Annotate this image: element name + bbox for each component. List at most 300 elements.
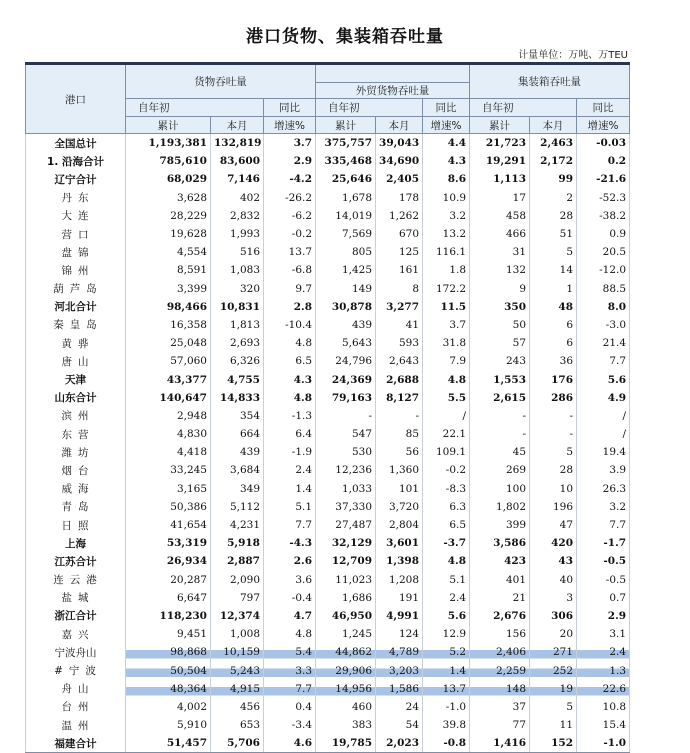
port-name-cell: 台州 [26, 698, 126, 716]
container-month-cell: 6 [530, 334, 577, 352]
cargo-ytd-cell: 118,230 [126, 607, 211, 625]
cargo-growth-cell: 2.6 [264, 552, 316, 570]
port-name-cell: 宁波舟山 [26, 643, 126, 661]
container-growth-cell: 7.7 [577, 516, 630, 534]
cargo-growth-cell: -4.3 [264, 534, 316, 552]
container-ytd-cell: 1,416 [470, 734, 530, 753]
cargo-month-header: 本月 [211, 117, 264, 134]
container-ytd-cell: 21,723 [470, 134, 530, 153]
foreign-month-cell: 1,208 [376, 571, 423, 589]
container-month-cell: 51 [530, 225, 577, 243]
foreign-month-cell: 41 [376, 316, 423, 334]
container-month-cell: 2,463 [530, 134, 577, 153]
container-growth-cell: 3.9 [577, 461, 630, 479]
container-month-cell: 3 [530, 589, 577, 607]
cargo-month-cell: 83,600 [211, 152, 264, 170]
foreign-growth-cell: 4.4 [423, 134, 470, 153]
container-ytd-cell: 2,259 [470, 661, 530, 679]
foreign-ytd-cell: 530 [316, 443, 376, 461]
cargo-ytd-cell: 68,029 [126, 170, 211, 188]
foreign-ytd-header: 自年初 [316, 99, 423, 117]
container-month-cell: 5 [530, 443, 577, 461]
cargo-growth-cell: 2.9 [264, 152, 316, 170]
foreign-growth-cell: 12.9 [423, 625, 470, 643]
foreign-month-cell: 3,277 [376, 298, 423, 316]
port-name-cell: 盐城 [26, 589, 126, 607]
foreign-group-header: 外贸货物吞吐量 [316, 83, 470, 99]
table-row [26, 207, 630, 225]
cargo-growth-cell: 6.5 [264, 352, 316, 370]
foreign-month-cell: 3,601 [376, 534, 423, 552]
foreign-ytd-cell: 12,236 [316, 461, 376, 479]
foreign-month-cell: 34,690 [376, 152, 423, 170]
container-ytd-cell: 466 [470, 225, 530, 243]
cargo-ytd-cell: 33,245 [126, 461, 211, 479]
foreign-month-cell: 2,688 [376, 370, 423, 388]
foreign-growth-cell: 10.9 [423, 189, 470, 207]
cargo-ytd-cell: 3,628 [126, 189, 211, 207]
cargo-month-cell: 2,887 [211, 552, 264, 570]
foreign-ytd-cell: 805 [316, 243, 376, 261]
container-ytd-cell: 401 [470, 571, 530, 589]
port-column-header: 港口 [26, 64, 126, 134]
foreign-growth-cell: 13.7 [423, 680, 470, 698]
container-month-cell: 1 [530, 280, 577, 298]
foreign-growth-cell: -1.0 [423, 698, 470, 716]
container-ytd-cell: 148 [470, 680, 530, 698]
cargo-ytd-cell: 28,229 [126, 207, 211, 225]
subtotal-row [26, 370, 630, 388]
container-month-cell: 152 [530, 734, 577, 753]
table-row [26, 461, 630, 479]
cargo-ytd-cell: 3,165 [126, 480, 211, 498]
foreign-growth-cell: -0.2 [423, 461, 470, 479]
container-growth-cell: 7.7 [577, 352, 630, 370]
container-ytd-cell: 423 [470, 552, 530, 570]
container-month-cell: 40 [530, 571, 577, 589]
table-row [26, 661, 630, 679]
port-name-cell: 河北合计 [26, 298, 126, 316]
foreign-ytd-cell: 383 [316, 716, 376, 734]
port-name-cell: 滨州 [26, 407, 126, 425]
container-month-cell: 48 [530, 298, 577, 316]
foreign-growth-cell: 31.8 [423, 334, 470, 352]
container-ytd-cell: 57 [470, 334, 530, 352]
foreign-month-cell: 125 [376, 243, 423, 261]
foreign-ytd-cell: 32,129 [316, 534, 376, 552]
cargo-month-cell: 6,326 [211, 352, 264, 370]
container-growth-cell: 0.7 [577, 589, 630, 607]
cargo-month-cell: 5,706 [211, 734, 264, 753]
foreign-month-cell: 85 [376, 425, 423, 443]
container-group-header: 集装箱吞吐量 [470, 64, 630, 99]
subtotal-row [26, 170, 630, 188]
container-ytd-cell: 243 [470, 352, 530, 370]
cargo-month-cell: 402 [211, 189, 264, 207]
foreign-growth-cell: 5.2 [423, 643, 470, 661]
cargo-growth-cell: 3.6 [264, 571, 316, 589]
unit-label: 计量单位：万吨、万TEU [518, 50, 628, 61]
container-month-cell: 43 [530, 552, 577, 570]
foreign-ytd-cell: 37,330 [316, 498, 376, 516]
cargo-month-cell: 516 [211, 243, 264, 261]
foreign-ytd-cell: 25,646 [316, 170, 376, 188]
foreign-ytd-cell: 19,785 [316, 734, 376, 753]
port-name-cell: #宁波 [26, 661, 126, 679]
port-name-cell: 日照 [26, 516, 126, 534]
foreign-growth-cell: 6.5 [423, 516, 470, 534]
foreign-month-cell: 39,043 [376, 134, 423, 153]
container-month-cell: - [530, 407, 577, 425]
container-ytd-cell: 269 [470, 461, 530, 479]
cargo-growth-cell: 1.4 [264, 480, 316, 498]
container-ytd-cell: - [470, 407, 530, 425]
foreign-growth-cell: 39.8 [423, 716, 470, 734]
foreign-month-cell: 1,398 [376, 552, 423, 570]
container-growth-cell: -1.0 [577, 734, 630, 753]
port-name-cell: 东营 [26, 425, 126, 443]
table-header [26, 64, 630, 134]
container-growth-cell: 88.5 [577, 280, 630, 298]
port-name-cell: 大连 [26, 207, 126, 225]
cargo-ytd-cell: 785,610 [126, 152, 211, 170]
cargo-growth-cell: -6.8 [264, 261, 316, 279]
container-ytd-cell: 156 [470, 625, 530, 643]
container-month-cell: 2 [530, 189, 577, 207]
port-name-cell: 锦州 [26, 261, 126, 279]
container-growth-cell: 15.4 [577, 716, 630, 734]
container-month-cell: 99 [530, 170, 577, 188]
foreign-month-cell: 2,405 [376, 170, 423, 188]
table-row [26, 189, 630, 207]
foreign-growth-cell: 4.3 [423, 152, 470, 170]
container-yoy-header: 同比 [577, 99, 630, 117]
foreign-ytd-cell: 547 [316, 425, 376, 443]
cargo-ytd-cell: 41,654 [126, 516, 211, 534]
port-name-cell: 上海 [26, 534, 126, 552]
container-growth-cell: -0.5 [577, 571, 630, 589]
foreign-growth-cell: 5.6 [423, 607, 470, 625]
table-row [26, 407, 630, 425]
cargo-ytd-cell: 5,910 [126, 716, 211, 734]
port-name-cell: 福建合计 [26, 734, 126, 753]
foreign-growth-cell: -8.3 [423, 480, 470, 498]
cargo-growth-cell: 4.8 [264, 625, 316, 643]
container-growth-cell: 22.6 [577, 680, 630, 698]
container-growth-cell: 3.1 [577, 625, 630, 643]
port-throughput-table [25, 62, 630, 753]
port-name-cell: 连云港 [26, 571, 126, 589]
foreign-month-cell: 178 [376, 189, 423, 207]
foreign-growth-cell: 2.4 [423, 589, 470, 607]
port-name-cell: 烟台 [26, 461, 126, 479]
cargo-ytd-cell: 4,830 [126, 425, 211, 443]
foreign-ytd-cell: 1,245 [316, 625, 376, 643]
subtotal-row [26, 734, 630, 753]
container-month-cell: 252 [530, 661, 577, 679]
cargo-growth-cell: 6.4 [264, 425, 316, 443]
container-month-header: 本月 [530, 117, 577, 134]
cargo-growth-cell: 7.7 [264, 516, 316, 534]
container-growth-cell: -52.3 [577, 189, 630, 207]
port-name-cell: 嘉兴 [26, 625, 126, 643]
container-ytd-cell: 3,586 [470, 534, 530, 552]
port-name-cell: 山东合计 [26, 389, 126, 407]
cargo-month-cell: 320 [211, 280, 264, 298]
cargo-cumulative-header: 累计 [126, 117, 211, 134]
foreign-growth-cell: 4.8 [423, 370, 470, 388]
cargo-ytd-cell: 48,364 [126, 680, 211, 698]
container-ytd-cell: - [470, 425, 530, 443]
table-row [26, 352, 630, 370]
foreign-ytd-cell: 46,950 [316, 607, 376, 625]
port-name-cell: 威海 [26, 480, 126, 498]
foreign-growth-cell: 13.2 [423, 225, 470, 243]
container-ytd-cell: 458 [470, 207, 530, 225]
container-month-cell: 6 [530, 316, 577, 334]
foreign-ytd-cell: 1,033 [316, 480, 376, 498]
foreign-ytd-cell: 44,862 [316, 643, 376, 661]
table-row [26, 571, 630, 589]
port-name-cell: 营口 [26, 225, 126, 243]
cargo-month-cell: 2,090 [211, 571, 264, 589]
foreign-month-cell: 4,991 [376, 607, 423, 625]
table-row [26, 643, 630, 661]
foreign-ytd-cell: 27,487 [316, 516, 376, 534]
table-row [26, 425, 630, 443]
foreign-month-header: 本月 [376, 117, 423, 134]
container-month-cell: 11 [530, 716, 577, 734]
foreign-ytd-cell: 30,878 [316, 298, 376, 316]
container-growth-cell: -0.03 [577, 134, 630, 153]
cargo-ytd-cell: 25,048 [126, 334, 211, 352]
cargo-ytd-cell: 16,358 [126, 316, 211, 334]
foreign-ytd-cell: 460 [316, 698, 376, 716]
foreign-month-cell: 56 [376, 443, 423, 461]
foreign-growth-cell: -3.7 [423, 534, 470, 552]
foreign-ytd-cell: 12,709 [316, 552, 376, 570]
cargo-growth-cell: 9.7 [264, 280, 316, 298]
container-growth-cell: 0.9 [577, 225, 630, 243]
container-ytd-cell: 2,676 [470, 607, 530, 625]
foreign-ytd-cell: 24,369 [316, 370, 376, 388]
subtotal-row [26, 552, 630, 570]
foreign-growth-cell: 3.7 [423, 316, 470, 334]
cargo-month-cell: 4,755 [211, 370, 264, 388]
foreign-month-cell: 593 [376, 334, 423, 352]
cargo-ytd-cell: 140,647 [126, 389, 211, 407]
foreign-growth-cell: 5.1 [423, 571, 470, 589]
container-growth-cell: 20.5 [577, 243, 630, 261]
cargo-yoy-header: 同比 [264, 99, 316, 117]
cargo-ytd-cell: 9,451 [126, 625, 211, 643]
container-growth-cell: 8.0 [577, 298, 630, 316]
cargo-growth-cell: 4.3 [264, 370, 316, 388]
foreign-growth-cell: 1.4 [423, 661, 470, 679]
container-month-cell: 14 [530, 261, 577, 279]
port-name-cell: 舟山 [26, 680, 126, 698]
container-cumulative-header: 累计 [470, 117, 530, 134]
table-row [26, 280, 630, 298]
cargo-growth-cell: -26.2 [264, 189, 316, 207]
container-growth-cell: 10.8 [577, 698, 630, 716]
container-growth-cell: 5.6 [577, 370, 630, 388]
container-ytd-header: 自年初 [470, 99, 577, 117]
table-row [26, 625, 630, 643]
container-month-cell: - [530, 425, 577, 443]
cargo-ytd-cell: 1,193,381 [126, 134, 211, 153]
container-ytd-cell: 100 [470, 480, 530, 498]
foreign-growth-cell: 8.6 [423, 170, 470, 188]
cargo-month-cell: 12,374 [211, 607, 264, 625]
cargo-growth-cell: -4.2 [264, 170, 316, 188]
table-row [26, 316, 630, 334]
foreign-ytd-cell: 1,678 [316, 189, 376, 207]
cargo-ytd-cell: 4,418 [126, 443, 211, 461]
cargo-growth-cell: 13.7 [264, 243, 316, 261]
cargo-ytd-cell: 98,466 [126, 298, 211, 316]
container-growth-cell: 0.2 [577, 152, 630, 170]
foreign-growth-cell: 116.1 [423, 243, 470, 261]
foreign-growth-cell: 6.3 [423, 498, 470, 516]
table-row [26, 443, 630, 461]
foreign-growth-cell: 109.1 [423, 443, 470, 461]
port-name-cell: 潍坊 [26, 443, 126, 461]
table-row [26, 698, 630, 716]
foreign-growth-header: 增速% [423, 117, 470, 134]
foreign-growth-cell: 3.2 [423, 207, 470, 225]
port-name-cell: 黄骅 [26, 334, 126, 352]
table-row [26, 498, 630, 516]
cargo-month-cell: 5,918 [211, 534, 264, 552]
subtotal-row [26, 389, 630, 407]
cargo-month-cell: 456 [211, 698, 264, 716]
cargo-month-cell: 4,915 [211, 680, 264, 698]
cargo-month-cell: 3,684 [211, 461, 264, 479]
container-growth-cell: -38.2 [577, 207, 630, 225]
container-growth-cell: 2.4 [577, 643, 630, 661]
cargo-month-cell: 1,008 [211, 625, 264, 643]
cargo-month-cell: 5,112 [211, 498, 264, 516]
foreign-growth-cell: 1.8 [423, 261, 470, 279]
cargo-month-cell: 664 [211, 425, 264, 443]
cargo-month-cell: 5,243 [211, 661, 264, 679]
foreign-ytd-cell: 29,906 [316, 661, 376, 679]
container-month-cell: 47 [530, 516, 577, 534]
cargo-month-cell: 10,159 [211, 643, 264, 661]
cargo-growth-cell: 4.6 [264, 734, 316, 753]
cargo-month-cell: 10,831 [211, 298, 264, 316]
foreign-growth-cell: 5.5 [423, 389, 470, 407]
cargo-growth-header: 增速% [264, 117, 316, 134]
container-ytd-cell: 2,406 [470, 643, 530, 661]
container-growth-cell: 26.3 [577, 480, 630, 498]
table-row [26, 480, 630, 498]
cargo-growth-cell: 2.8 [264, 298, 316, 316]
table-row [26, 589, 630, 607]
container-ytd-cell: 19,291 [470, 152, 530, 170]
foreign-ytd-cell: 11,023 [316, 571, 376, 589]
container-ytd-cell: 9 [470, 280, 530, 298]
foreign-ytd-cell: 439 [316, 316, 376, 334]
container-growth-cell: -12.0 [577, 261, 630, 279]
container-month-cell: 420 [530, 534, 577, 552]
table-body [26, 134, 630, 753]
cargo-growth-cell: 3.7 [264, 134, 316, 153]
foreign-cumulative-header: 累计 [316, 117, 376, 134]
cargo-month-cell: 1,813 [211, 316, 264, 334]
table-row [26, 243, 630, 261]
cargo-ytd-cell: 4,002 [126, 698, 211, 716]
foreign-growth-cell: / [423, 407, 470, 425]
foreign-ytd-cell: 79,163 [316, 389, 376, 407]
foreign-month-cell: 101 [376, 480, 423, 498]
container-month-cell: 286 [530, 389, 577, 407]
foreign-month-cell: 191 [376, 589, 423, 607]
container-month-cell: 28 [530, 461, 577, 479]
cargo-month-cell: 4,231 [211, 516, 264, 534]
cargo-month-cell: 349 [211, 480, 264, 498]
container-month-cell: 271 [530, 643, 577, 661]
foreign-month-cell: 24 [376, 698, 423, 716]
foreign-ytd-cell: 7,569 [316, 225, 376, 243]
foreign-ytd-cell: 149 [316, 280, 376, 298]
cargo-month-cell: 797 [211, 589, 264, 607]
port-name-cell: 全国总计 [26, 134, 126, 153]
cargo-month-cell: 132,819 [211, 134, 264, 153]
cargo-ytd-cell: 57,060 [126, 352, 211, 370]
container-ytd-cell: 77 [470, 716, 530, 734]
foreign-group-spacer [316, 64, 470, 83]
cargo-growth-cell: -0.4 [264, 589, 316, 607]
container-growth-cell: 19.4 [577, 443, 630, 461]
foreign-growth-cell: 22.1 [423, 425, 470, 443]
subtotal-row [26, 152, 630, 170]
cargo-ytd-cell: 4,554 [126, 243, 211, 261]
table-row [26, 334, 630, 352]
container-growth-cell: -0.5 [577, 552, 630, 570]
cargo-ytd-cell: 53,319 [126, 534, 211, 552]
foreign-ytd-cell: 1,425 [316, 261, 376, 279]
foreign-ytd-cell: 375,757 [316, 134, 376, 153]
container-growth-cell: -3.0 [577, 316, 630, 334]
foreign-month-cell: 1,586 [376, 680, 423, 698]
cargo-ytd-cell: 50,504 [126, 661, 211, 679]
container-ytd-cell: 31 [470, 243, 530, 261]
cargo-growth-cell: 7.7 [264, 680, 316, 698]
container-ytd-cell: 50 [470, 316, 530, 334]
cargo-month-cell: 2,832 [211, 207, 264, 225]
cargo-ytd-cell: 43,377 [126, 370, 211, 388]
cargo-growth-cell: 5.4 [264, 643, 316, 661]
container-month-cell: 176 [530, 370, 577, 388]
container-ytd-cell: 350 [470, 298, 530, 316]
table-row [26, 516, 630, 534]
page-title: 港口货物、集装箱吞吐量 [246, 27, 444, 47]
cargo-growth-cell: 4.7 [264, 607, 316, 625]
cargo-ytd-cell: 98,868 [126, 643, 211, 661]
foreign-month-cell: 8,127 [376, 389, 423, 407]
foreign-ytd-cell: 24,796 [316, 352, 376, 370]
container-month-cell: 36 [530, 352, 577, 370]
foreign-growth-cell: 4.8 [423, 552, 470, 570]
foreign-ytd-cell: 14,019 [316, 207, 376, 225]
cargo-ytd-cell: 6,647 [126, 589, 211, 607]
foreign-month-cell: 670 [376, 225, 423, 243]
port-name-cell: 丹东 [26, 189, 126, 207]
foreign-month-cell: 2,023 [376, 734, 423, 753]
cargo-growth-cell: -1.3 [264, 407, 316, 425]
